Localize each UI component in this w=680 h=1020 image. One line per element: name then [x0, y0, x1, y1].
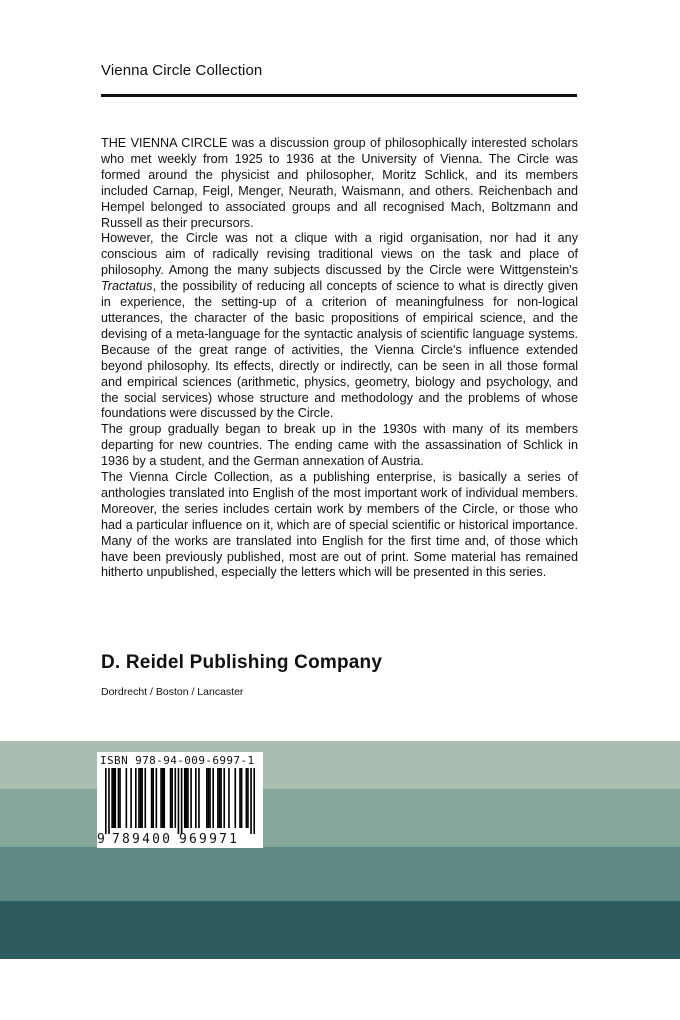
barcode-bar	[163, 768, 165, 828]
barcode-bar	[187, 768, 189, 828]
barcode-panel	[97, 752, 263, 848]
barcode-bar	[162, 768, 164, 828]
barcode-bar	[186, 768, 188, 828]
barcode-bar	[156, 768, 158, 828]
description-text	[101, 136, 578, 581]
barcode-bar	[141, 768, 143, 828]
barcode-bar	[135, 768, 137, 828]
barcode-bar	[190, 768, 192, 828]
barcode-bar	[108, 768, 110, 834]
isbn-label: ISBN 978-94-009-6997-1	[100, 754, 255, 767]
barcode-bar	[220, 768, 222, 828]
tractatus-title: Tractatus	[101, 279, 153, 294]
barcode-bar	[170, 768, 172, 828]
barcode-bar	[152, 768, 154, 828]
barcode-bar	[241, 768, 243, 828]
barcode-bar	[119, 768, 121, 828]
barcode-bar	[246, 768, 248, 828]
barcode-bar	[113, 768, 115, 828]
barcode-bar	[247, 768, 249, 828]
barcode-bar	[195, 768, 197, 828]
ean-group-1: 789400	[112, 832, 173, 847]
color-band-3	[0, 847, 680, 901]
paragraph-3: The group gradually began to break up in the 1930s with many of its members departing for new countries. The ending came with the assassination of Schlick in 1936 by a student, and the German annexation of Austria.	[101, 422, 578, 469]
barcode-bar	[219, 768, 221, 828]
barcode-bar	[130, 768, 132, 828]
paragraph-2: However, the Circle was not a clique with a rigid organisation, nor had it any conscious aim of radically revising traditional views on the task and place of philosophy. Among the many subjects discussed by the Circle were Wittgenstein's Tractatus, the possibility of reducing all concepts of science to what is directly given in experience, the setting-up of a criterion of meaningfulness for non-logical utterances, the character of the basic propositions of empirical science, and the devising of a meta-language for the syntactic analysis of scientific language systems. Because of the great range of activities, the Vienna Circle's influence extended beyond philosophy. Its effects, directly or indirectly, can be seen in all those formal and empirical sciences (arithmetic, physics, geometry, biology and psychology, and the social services) whose structure and methodology and the problems of whose foundations were discussed by the Circle.	[101, 231, 578, 421]
series-title: Vienna Circle Collection	[101, 62, 263, 79]
barcode-bar	[250, 768, 252, 834]
barcode-bar	[217, 768, 219, 828]
barcode-bar	[140, 768, 142, 828]
barcode-bar	[160, 768, 162, 828]
barcode-bar	[234, 768, 236, 828]
barcode-bar	[184, 768, 186, 828]
header-rule	[101, 94, 577, 97]
barcode-bar	[239, 768, 241, 828]
barcode-bar	[174, 768, 176, 828]
publisher-locations: Dordrecht / Boston / Lancaster	[101, 686, 244, 698]
barcode-bar	[178, 768, 180, 834]
barcode-bar	[209, 768, 211, 828]
bottom-margin	[0, 959, 680, 1020]
barcode-bar	[111, 768, 113, 828]
barcode-bar	[138, 768, 140, 828]
barcode-bar	[198, 768, 200, 828]
barcode-bar	[118, 768, 120, 828]
barcode-bar	[114, 768, 116, 828]
publisher-name: D. Reidel Publishing Company	[101, 652, 383, 673]
barcode-bar	[212, 768, 214, 828]
barcode-bar	[181, 768, 183, 834]
barcode-bar	[105, 768, 107, 834]
lead-in: THE VIENNA CIRCLE	[101, 136, 228, 150]
ean-group-2: 969971	[179, 832, 240, 847]
barcode-bar	[253, 768, 255, 834]
barcode-bar	[171, 768, 173, 828]
paragraph-1: THE VIENNA CIRCLE was a discussion group of philosophically interested scholars who met weekly from 1925 to 1936 at the University of Vienna. The Circle was formed around the physicist and philosopher, Moritz Schlick, and its members included Carnap, Feigl, Menger, Neurath, Waismann, and others. Reichenbach and Hempel belonged to associated groups and all recognised Mach, Boltzmann and Russell as their precursors.	[101, 136, 578, 230]
barcode-bar	[206, 768, 208, 828]
barcode-bar	[151, 768, 153, 828]
color-band-4	[0, 901, 680, 959]
ean-first-digit: 9	[97, 832, 105, 847]
barcode-bar	[228, 768, 230, 828]
barcode-bar	[144, 768, 146, 828]
paragraph-4: The Vienna Circle Collection, as a publishing enterprise, is basically a series of anthologies translated into English of the most important work of individual members. Moreover, the series includes certain work by members of the Circle, or those who had a particular influence on it, which are of special scientific or historical importance. Many of the works are translated into English for the first time and, of those which have been previously published, most are out of print. Some material has remained hitherto unpublished, especially the letters which will be presented in this series.	[101, 470, 578, 580]
barcode-bar	[208, 768, 210, 828]
barcode-bar	[126, 768, 128, 828]
barcode-icon	[105, 768, 255, 834]
barcode-bar	[223, 768, 225, 828]
